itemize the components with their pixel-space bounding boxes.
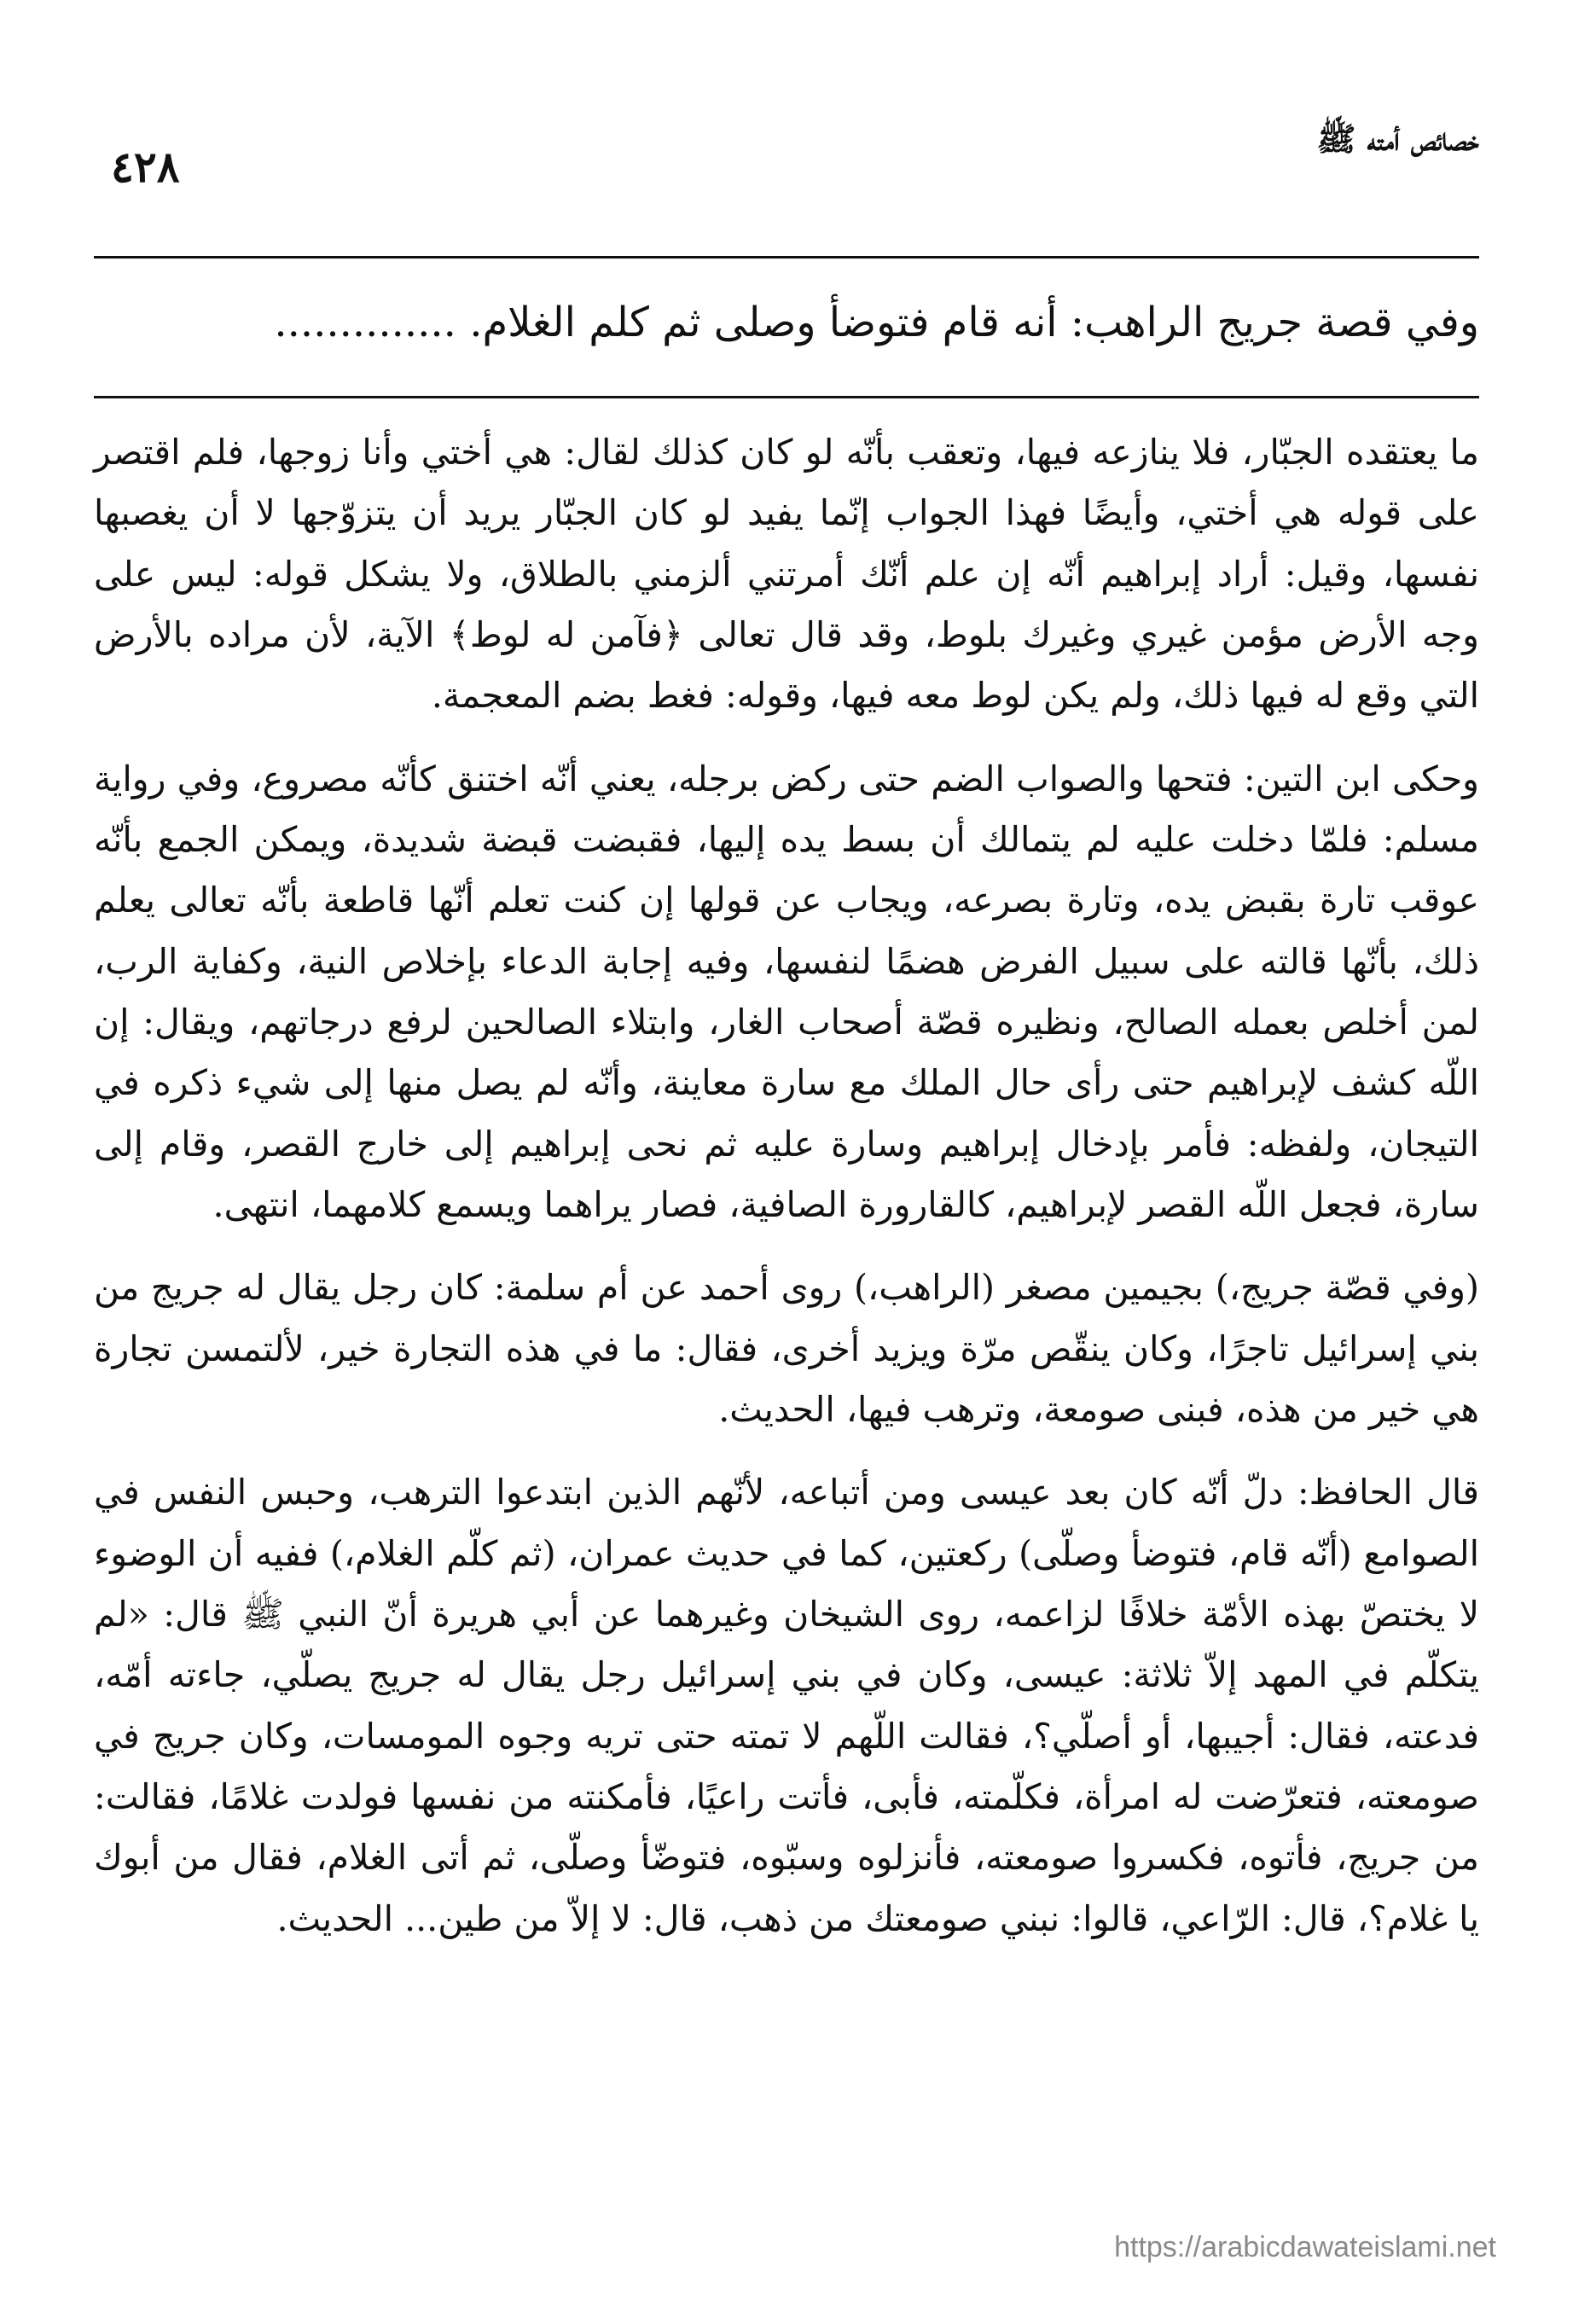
commentary-paragraph: قال الحافظ: دلّ أنّه كان بعد عيسى ومن أتباعه، لأنّهم الذين ابتدعوا الترهب، وحبس النفس في الصوامع (أنّه قام، فتوضأ وصلّى) ركعتين، كما في حديث عمران، (ثم كلّم الغلام،) ففيه أن الوضوء لا يختصّ بهذه الأمّة خلافًا لزاعمه، روى الشيخان وغيرهما عن أبي هريرة أنّ النبي ﷺ قال: «لم يتكلّم في المهد إلاّ ثلاثة: عيسى، وكان في بني إسرائيل رجل يقال له جريج يصلّي، جاءته أمّه، فدعته، فقال: أجيبها، أو أصلّي؟، فقالت اللّهم لا تمته حتى تريه وجوه المومسات، وكان جريج في صومعته، فتعرّضت له امرأة، فكلّمته، فأبى، فأتت راعيًا، فأمكنته من نفسها فولدت غلامًا، فقالت: من جريج، فأتوه، فكسروا صومعته، فأنزلوه وسبّوه، فتوضّأ وصلّى، ثم أتى الغلام، فقال من أبوك يا غلام؟، قال: الرّاعي، قالوا: نبني صومعتك من ذهب، قال: لا إلاّ من طين... الحديث. bbox=[94, 1472, 1479, 1939]
commentary-section bbox=[94, 422, 1479, 1972]
commentary-paragraph: (وفي قصّة جريج،) بجيمين مصغر (الراهب،) روى أحمد عن أم سلمة: كان رجل يقال له جريج من بني إسرائيل تاجرًا، وكان ينقّص مرّة ويزيد أخرى، فقال: ما في هذه التجارة خير، لألتمسن تجارة هي خير من هذه، فبنى صومعة، وترهب فيها، الحديث. bbox=[94, 1267, 1479, 1430]
commentary-paragraph: ما يعتقده الجبّار، فلا ينازعه فيها، وتعقب بأنّه لو كان كذلك لقال: هي أختي وأنا زوجها، فلم اقتصر على قوله هي أختي، وأيضًا فهذا الجواب إنّما يفيد لو كان الجبّار يريد أن يتزوّجها لا أن يغصبها نفسها، وقيل: أراد إبراهيم أنّه إن علم أنّك أمرتني ألزمني بالطلاق، ولا يشكل قوله: ليس على وجه الأرض مؤمن غيري وغيرك بلوط، وقد قال تعالى ﴿فآمن له لوط﴾ الآية، لأن مراده بالأرض التي وقع له فيها ذلك، ولم يكن لوط معه فيها، وقوله: فغط بضم المعجمة. bbox=[94, 432, 1479, 717]
commentary-paragraph: وحكى ابن التين: فتحها والصواب الضم حتى ركض برجله، يعني أنّه اختنق كأنّه مصروع، وفي رواية مسلم: فلمّا دخلت عليه لم يتمالك أن بسط يده إليها، فقبضت قبضة شديدة، ويمكن الجمع بأنّه عوقب تارة بقبض يده، وتارة بصرعه، ويجاب عن قولها إن كنت تعلم أنّها قاطعة بأنّه تعالى يعلم ذلك، بأنّها قالته على سبيل الفرض هضمًا لنفسها، وفيه إجابة الدعاء بإخلاص النية، وكفاية الرب، لمن أخلص بعمله الصالح، ونظيره قصّة أصحاب الغار، وابتلاء الصالحين لرفع درجاتهم، ويقال: إن اللّه كشف لإبراهيم حتى رأى حال الملك مع سارة معاينة، وأنّه لم يصل منها إلى شيء ذكره في التيجان، ولفظه: فأمر بإدخال إبراهيم وسارة عليه ثم نحى إبراهيم إلى خارج القصر، وقام إلى سارة، فجعل اللّه القصر لإبراهيم، كالقارورة الصافية، فصار يراهما ويسمع كلامهما، انتهى. bbox=[94, 758, 1479, 1225]
page-number: ٤٢٨ bbox=[111, 142, 180, 192]
main-text: وفي قصة جريج الراهب: أنه قام فتوضأ وصلى ثم كلم الغلام. .............. bbox=[274, 299, 1479, 346]
page-header bbox=[94, 111, 1479, 213]
commentary-divider bbox=[94, 396, 1479, 398]
watermark-url: https://arabicdawateislami.net bbox=[1114, 2231, 1496, 2263]
header-rule bbox=[94, 256, 1479, 259]
running-title: خصائص أمته ﷺ bbox=[1316, 119, 1479, 158]
book-page bbox=[94, 85, 1479, 2273]
